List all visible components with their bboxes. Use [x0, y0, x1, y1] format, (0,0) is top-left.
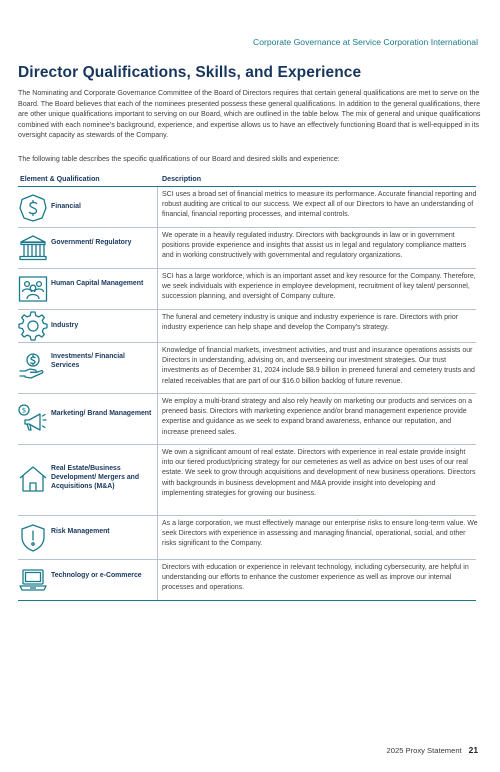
svg-text:$: $: [21, 406, 27, 415]
row-label: Financial: [51, 203, 81, 210]
row-qualification: [18, 310, 158, 342]
row-label: Industry: [51, 322, 79, 329]
row-qualification: [18, 445, 158, 515]
warning-shield-icon: [18, 523, 48, 553]
people-group-icon: [18, 275, 48, 305]
running-header: Corporate Governance at Service Corporation International: [253, 37, 478, 47]
row-description: We employ a multi-brand strategy and also rely heavily on marketing our products and services on a preneed basis. Directors with marketing experience and/or brand management experience provide expertise and guidance as we seek to expand brand awareness, enhance our reputation, and increase preneed sales.: [162, 398, 472, 436]
table-row: [18, 343, 476, 394]
intro-paragraph: The Nominating and Corporate Governance Committee of the Board of Directors requires that certain general qualifications are met to serve on the Board. The Board believes that each of the nominees presented possess these general qualifications. In addition to the general qualifications, there are other unique qualifications important to serving on our Board, which are outlined in the table below. The mix of general and unique qualifications combined with each nominee's background, experience, and expertise allows us to have an effectively functioning Board that is well-equipped in its oversight capacity as stewards of the Company.: [18, 89, 481, 140]
row-qualification: [18, 394, 158, 444]
table-row: [18, 516, 476, 560]
row-label: Marketing/ Brand Management: [51, 410, 152, 417]
government-building-icon: [18, 233, 48, 263]
table-header: [18, 174, 476, 187]
footer-doc-title: 2025 Proxy Statement: [386, 746, 462, 755]
page-title: Director Qualifications, Skills, and Experience: [18, 64, 362, 81]
row-description: As a large corporation, we must effectively manage our enterprise risks to ensure long-term value. We seek Directors with experience in assessing and managing financial, operational, social, and other risks significant to the Company.: [162, 520, 478, 548]
row-qualification: [18, 187, 158, 227]
row-description: The funeral and cemetery industry is unique and industry experience is rare. Directors with prior industry experience can help shape and develop the Company's strategy.: [162, 314, 459, 332]
laptop-icon: [18, 565, 48, 595]
column-header-description: Description: [162, 175, 202, 183]
dollar-circle-icon: [18, 193, 48, 223]
column-header-element: Element & Qualification: [20, 175, 100, 183]
row-description: SCI uses a broad set of financial metrics to measure its performance. Accurate financial reporting and robust auditing are critical to our success. We expect all of our Directors to have an understanding of financial, financial reporting processes, and internal controls.: [162, 191, 477, 219]
table-row: [18, 310, 476, 343]
row-description: Knowledge of financial markets, investment activities, and trust and insurance operations assists our Directors in understanding, advising on, and overseeing our investment strategies. Our trust investments as of December 31, 2024 include $8.9 billion in preneed funeral and cemetery trusts and related receivables that are part of our $16.0 billion backlog of future revenue.: [162, 347, 475, 385]
table-row: [18, 394, 476, 445]
row-description: We own a significant amount of real estate. Directors with experience in real estate provide insight into our tiered product/pricing strategy for our cemeteries as well as advice on best uses of our real estate. We seek to grow through acquisitions and development of new business operations. Directors with backgrounds in business development and M&A provide insight into developing and implementing strategies for growing our business.: [162, 449, 476, 497]
gear-icon: [18, 311, 48, 341]
row-qualification: [18, 269, 158, 309]
row-label: Government/ Regulatory: [51, 239, 132, 246]
row-description: We operate in a heavily regulated industry. Directors with backgrounds in law or in government positions provide experience and insights that assist us in legal and regulatory compliance matters and in working constructively with governmental and regulatory organizations.: [162, 232, 467, 260]
row-qualification: [18, 516, 158, 559]
qualifications-table: [18, 174, 476, 601]
table-row: [18, 560, 476, 601]
table-row: [18, 228, 476, 269]
row-label: Risk Management: [51, 528, 110, 535]
table-row: [18, 187, 476, 228]
row-description: Directors with education or experience in relevant technology, including cybersecurity, are helpful in understanding our efforts to enhance the customer experience as well as improve our internal processes and operations.: [162, 564, 469, 592]
row-label: Real Estate/Business Development/ Mergers and Acquisitions (M&A): [51, 465, 140, 490]
table-row: [18, 445, 476, 516]
table-row: [18, 269, 476, 310]
megaphone-icon: [18, 403, 48, 433]
hand-coin-icon: [18, 352, 48, 382]
row-qualification: [18, 343, 158, 393]
table-intro: The following table describes the specific qualifications of our Board and desired skills and experience:: [18, 155, 340, 163]
page-footer: [387, 745, 478, 755]
row-qualification: [18, 228, 158, 268]
row-description: SCI has a large workforce, which is an important asset and key resource for the Company. Therefore, we seek individuals with experience in employee development, recruitment of key talent/ personnel, succession planning, and oversight of Company culture.: [162, 273, 476, 301]
row-label: Investments/ Financial Services: [51, 353, 125, 369]
house-icon: [18, 464, 48, 494]
row-qualification: [18, 560, 158, 600]
row-label: Human Capital Management: [51, 280, 144, 287]
row-label: Technology or e-Commerce: [51, 572, 142, 579]
page-number: 21: [468, 745, 478, 755]
